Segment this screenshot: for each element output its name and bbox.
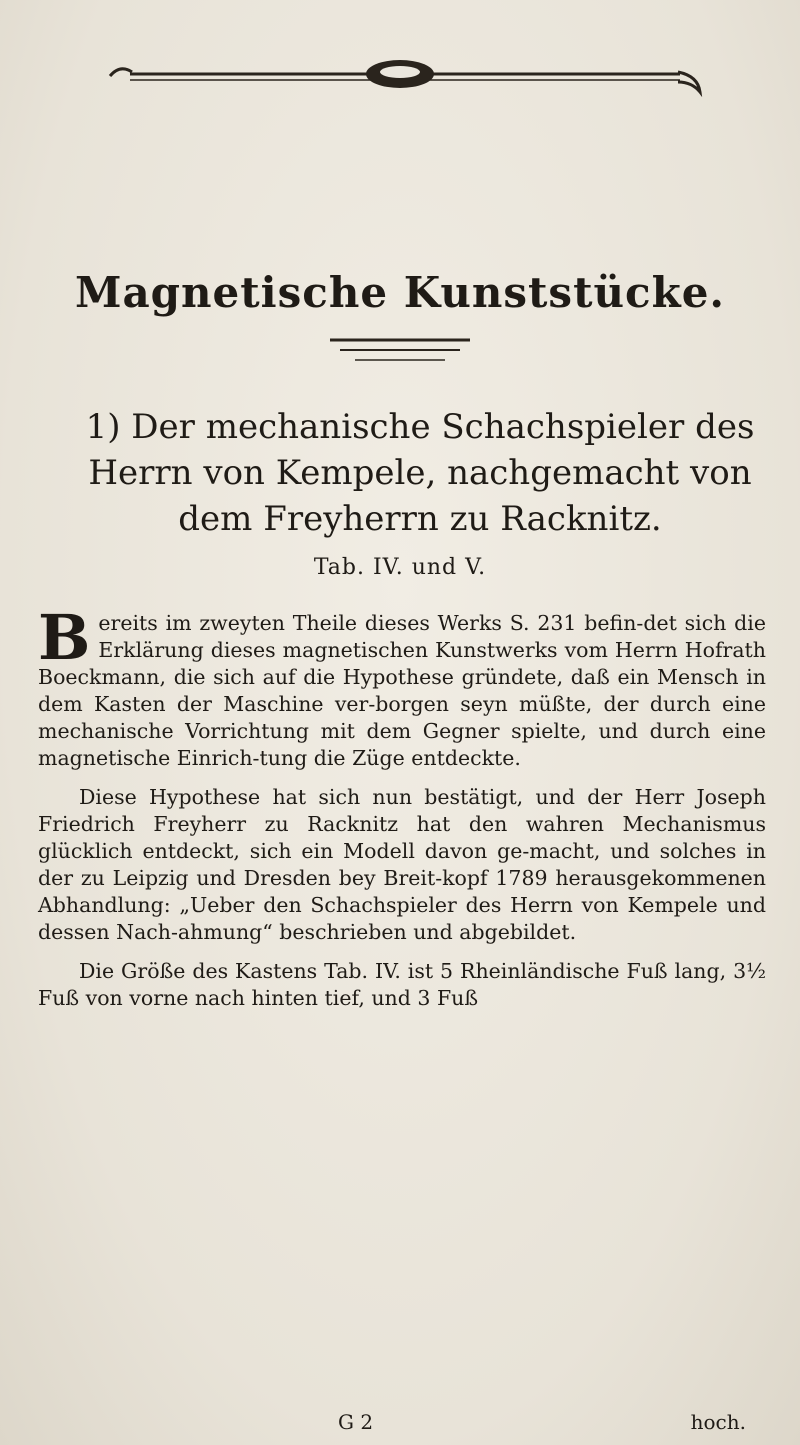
page-title: Magnetische Kunststücke. xyxy=(74,268,726,317)
drop-cap: B xyxy=(38,601,91,674)
body-text xyxy=(38,601,766,1024)
paragraph-text: ereits im zweyten Theile dieses Werks S. 231 befin-det sich die Erklärung dieses magnetischen Kunstwerks vom Herrn Hofrath Boeckmann, die sich auf die Hypothese gründete, daß ein Mensch in dem Kasten der Maschine ver-borgen seyn müßte, der durch eine mechanische Vorrichtung mit dem Gegner spielte, und durch eine magnetische Einrich-tung die Züge entdeckte. xyxy=(38,611,766,770)
paragraph: Die Größe des Kastens Tab. IV. ist 5 Rheinländische Fuß lang, 3½ Fuß von vorne nach hinten tief, und 3 Fuß xyxy=(38,959,766,1010)
paragraph xyxy=(38,601,766,772)
paragraph: Diese Hypothese hat sich nun bestätigt, und der Herr Joseph Friedrich Freyherr zu Racknitz hat den wahren Mechanismus glücklich entdeckt, sich ein Modell davon ge-macht, und solches in der zu Leipzig und Dresden bey Breit-kopf 1789 herausgekommenen Abhandlung: „Ueber den Schachspieler des Herrn von Kempele und dessen Nach-ahmung“ beschrieben und abgebildet. xyxy=(38,785,766,944)
signature-mark: G 2 xyxy=(338,1410,374,1434)
plate-reference: Tab. IV. und V. xyxy=(313,555,487,580)
section-heading: 1) Der mechanische Schachspieler des Herrn von Kempele, nachgemacht von dem Freyherrn zu Racknitz. xyxy=(85,407,755,539)
catchword: hoch. xyxy=(690,1410,746,1434)
decorative-rule xyxy=(330,332,470,372)
header-ornament xyxy=(100,52,710,100)
